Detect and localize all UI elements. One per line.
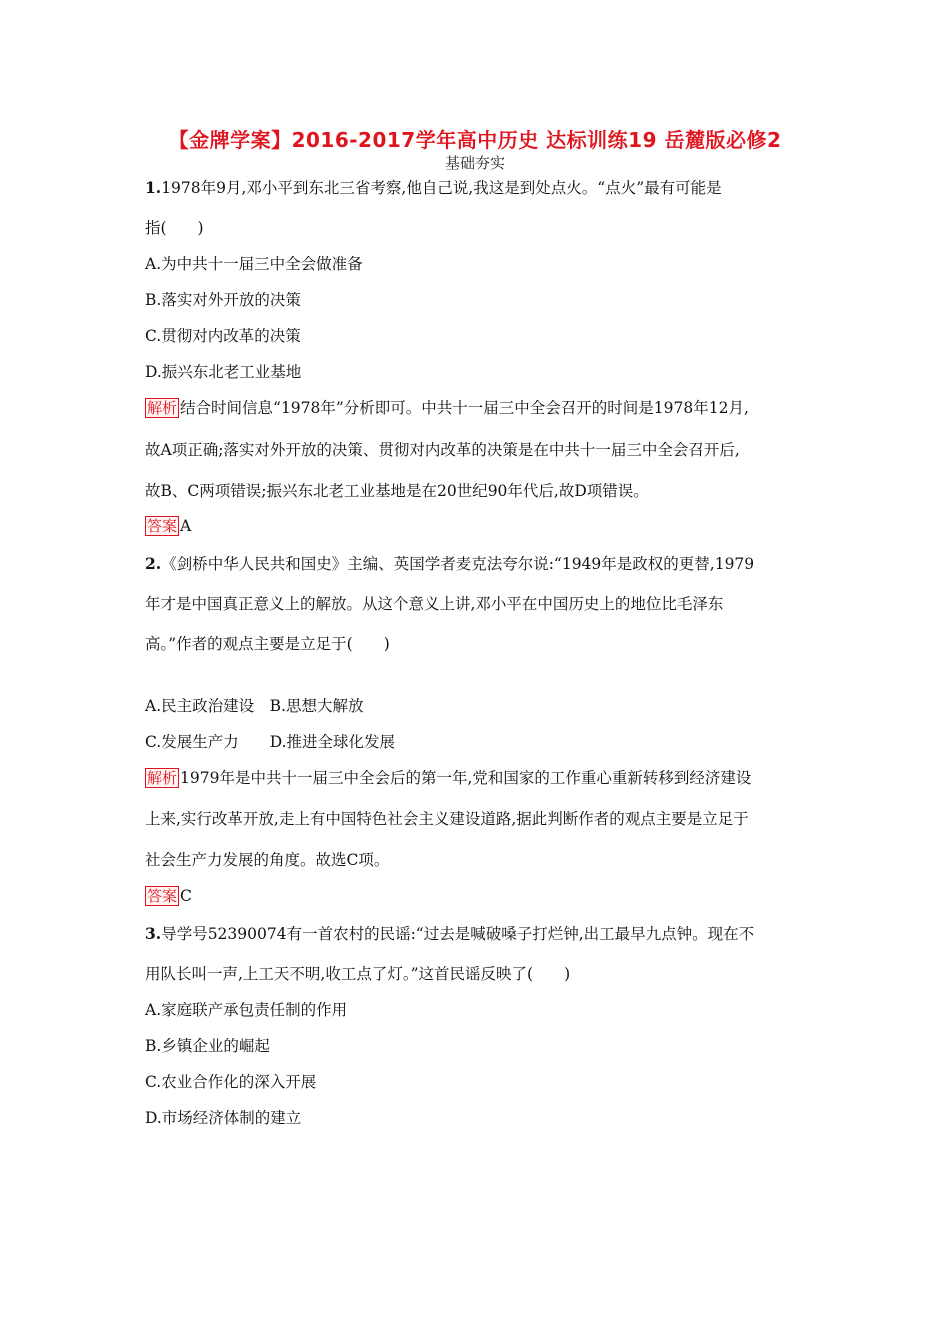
document-title: 【金牌学案】2016-2017学年高中历史 达标训练19 岳麓版必修2 [168, 128, 782, 152]
question-2-stem-line-1: 2.《剑桥中华人民共和国史》主编、英国学者麦克法夸尔说:“1949年是政权的更替,1979 [145, 554, 755, 573]
section-heading: 基础夯实 [444, 154, 505, 172]
answer-label: 答案 [147, 517, 178, 535]
question-1-option-d: D.振兴东北老工业基地 [145, 363, 302, 381]
question-2-answer: 答案 C [147, 887, 192, 905]
question-2-analysis-line-1: 解析 1979年是中共十一届三中全会后的第一年,党和国家的工作重心重新转移到经济建设 [147, 769, 752, 787]
question-2-analysis-line-3: 社会生产力发展的角度。故选C项。 [145, 851, 390, 869]
question-3-option-d: D.市场经济体制的建立 [145, 1109, 302, 1127]
question-2-stem-line-3: 高。”作者的观点主要是立足于( ) [145, 635, 390, 653]
analysis-label: 解析 [147, 769, 178, 787]
question-2-analysis-line-2: 上来,实行改革开放,走上有中国特色社会主义建设道路,据此判断作者的观点主要是立足于 [145, 810, 749, 828]
question-1-option-b: B.落实对外开放的决策 [145, 291, 301, 309]
answer-label: 答案 [147, 887, 178, 905]
question-1-stem-line-2: 指( ) [145, 219, 204, 237]
question-1-analysis-line-3: 故B、C两项错误;振兴东北老工业基地是在20世纪90年代后,故D项错误。 [145, 482, 649, 500]
question-1-analysis-line-2: 故A项正确;落实对外开放的决策、贯彻对内改革的决策是在中共十一届三中全会召开后, [145, 441, 740, 459]
question-3-stem-line-2: 用队长叫一声,上工天不明,收工点了灯。”这首民谣反映了( ) [145, 965, 571, 983]
question-1-stem-line-1: 1.1978年9月,邓小平到东北三省考察,他自己说,我这是到处点火。“点火”最有可能是 [145, 178, 722, 197]
question-1-option-a: A.为中共十一届三中全会做准备 [145, 255, 363, 273]
question-3-stem-line-1: 3.导学号52390074有一首农村的民谣:“过去是喊破嗓子打烂钟,出工最早九点钟。现在不 [145, 924, 755, 943]
question-1-analysis-line-1: 解析 结合时间信息“1978年”分析即可。中共十一届三中全会召开的时间是1978年12月, [147, 399, 749, 417]
question-3-option-c: C.农业合作化的深入开展 [145, 1073, 317, 1091]
question-2-options-row-1: A.民主政治建设 B.思想大解放 [145, 697, 364, 715]
question-2-options-row-2: C.发展生产力 D.推进全球化发展 [145, 733, 396, 751]
question-1-number: 1. [145, 178, 162, 197]
question-3-option-a: A.家庭联产承包责任制的作用 [145, 1001, 348, 1019]
question-2-stem-line-2: 年才是中国真正意义上的解放。从这个意义上讲,邓小平在中国历史上的地位比毛泽东 [145, 595, 724, 613]
question-2-number: 2. [145, 554, 162, 573]
question-1-answer: 答案 A [147, 517, 192, 535]
analysis-label: 解析 [147, 399, 178, 417]
question-3-number: 3. [145, 924, 162, 943]
question-1-option-c: C.贯彻对内改革的决策 [145, 327, 301, 345]
question-3-option-b: B.乡镇企业的崛起 [145, 1037, 270, 1055]
